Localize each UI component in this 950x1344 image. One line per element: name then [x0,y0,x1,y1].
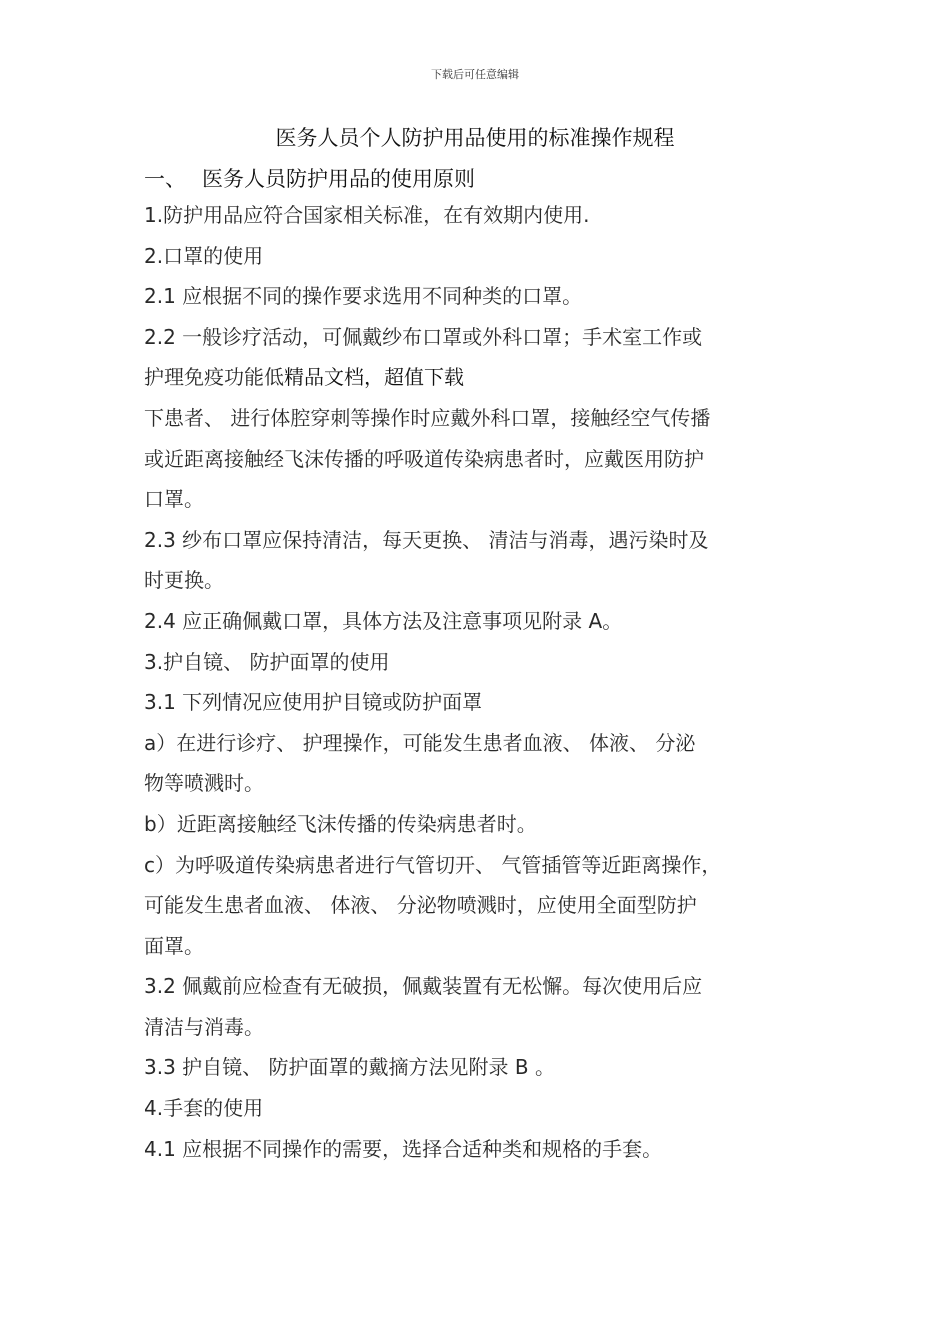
paragraph-line: c）为呼吸道传染病患者进行气管切开、 气管插管等近距离操作， [144,852,722,877]
paragraph-line: 清洁与消毒。 [144,1014,264,1039]
paragraph-line: 3.3 护自镜、 防护面罩的戴摘方法见附录 B 。 [144,1055,555,1080]
header-note: 下载后可任意编辑 [431,68,519,81]
paragraph-line: 2.3 纱布口罩应保持清洁，每天更换、 清洁与消毒，遇污染时及 [144,527,709,552]
paragraph-line: 时更换。 [144,568,224,593]
paragraph-line: 面罩。 [144,933,204,958]
paragraph-line: 3.1 下列情况应使用护目镜或防护面罩 [144,690,483,715]
section-number: 一、 [144,167,186,191]
document-title: 医务人员个人防护用品使用的标准操作规程 [275,126,675,150]
paragraph-line: 4.1 应根据不同操作的需要，选择合适种类和规格的手套。 [144,1136,663,1161]
paragraph-line: 3.2 佩戴前应检查有无破损，佩戴装置有无松懈。每次使用后应 [144,974,703,999]
paragraph-line: 2.1 应根据不同的操作要求选用不同种类的口罩。 [144,284,583,309]
paragraph-line: a）在进行诊疗、 护理操作，可能发生患者血液、 体液、 分泌 [144,730,696,755]
paragraph-line: 1.防护用品应符合国家相关标准，在有效期内使用. [144,203,590,227]
paragraph-line: 2.2 一般诊疗活动，可佩戴纱布口罩或外科口罩；手术室工作或 [144,324,703,349]
paragraph-line: 可能发生患者血液、 体液、 分泌物喷溅时，应使用全面型防护 [144,893,697,918]
paragraph-line: b）近距离接触经飞沫传播的传染病患者时。 [144,811,537,836]
section-heading [144,163,475,193]
paragraph-line: 或近距离接触经飞沫传播的呼吸道传染病患者时，应戴医用防护 [144,446,704,471]
paragraph-line: 下患者、 进行体腔穿刺等操作时应戴外科口罩，接触经空气传播 [144,405,711,430]
inline-banner: 精品文档，超值下载 [284,365,464,390]
section-heading-text: 医务人员防护用品的使用原则 [202,167,475,191]
paragraph-line: 物等喷溅时。 [144,771,264,796]
paragraph-line: 2.4 应正确佩戴口罩，具体方法及注意事项见附录 A。 [144,608,623,633]
body-text [144,195,810,1169]
paragraph-line: 2.口罩的使用 [144,243,264,268]
paragraph-line-with-banner [144,357,810,398]
paragraph-line: 口罩。 [144,487,204,512]
paragraph-line: 4.手套的使用 [144,1096,264,1121]
paragraph-line: 3.护自镜、 防护面罩的使用 [144,649,390,674]
paragraph-line-text: 护理免疫功能低 [144,365,284,390]
